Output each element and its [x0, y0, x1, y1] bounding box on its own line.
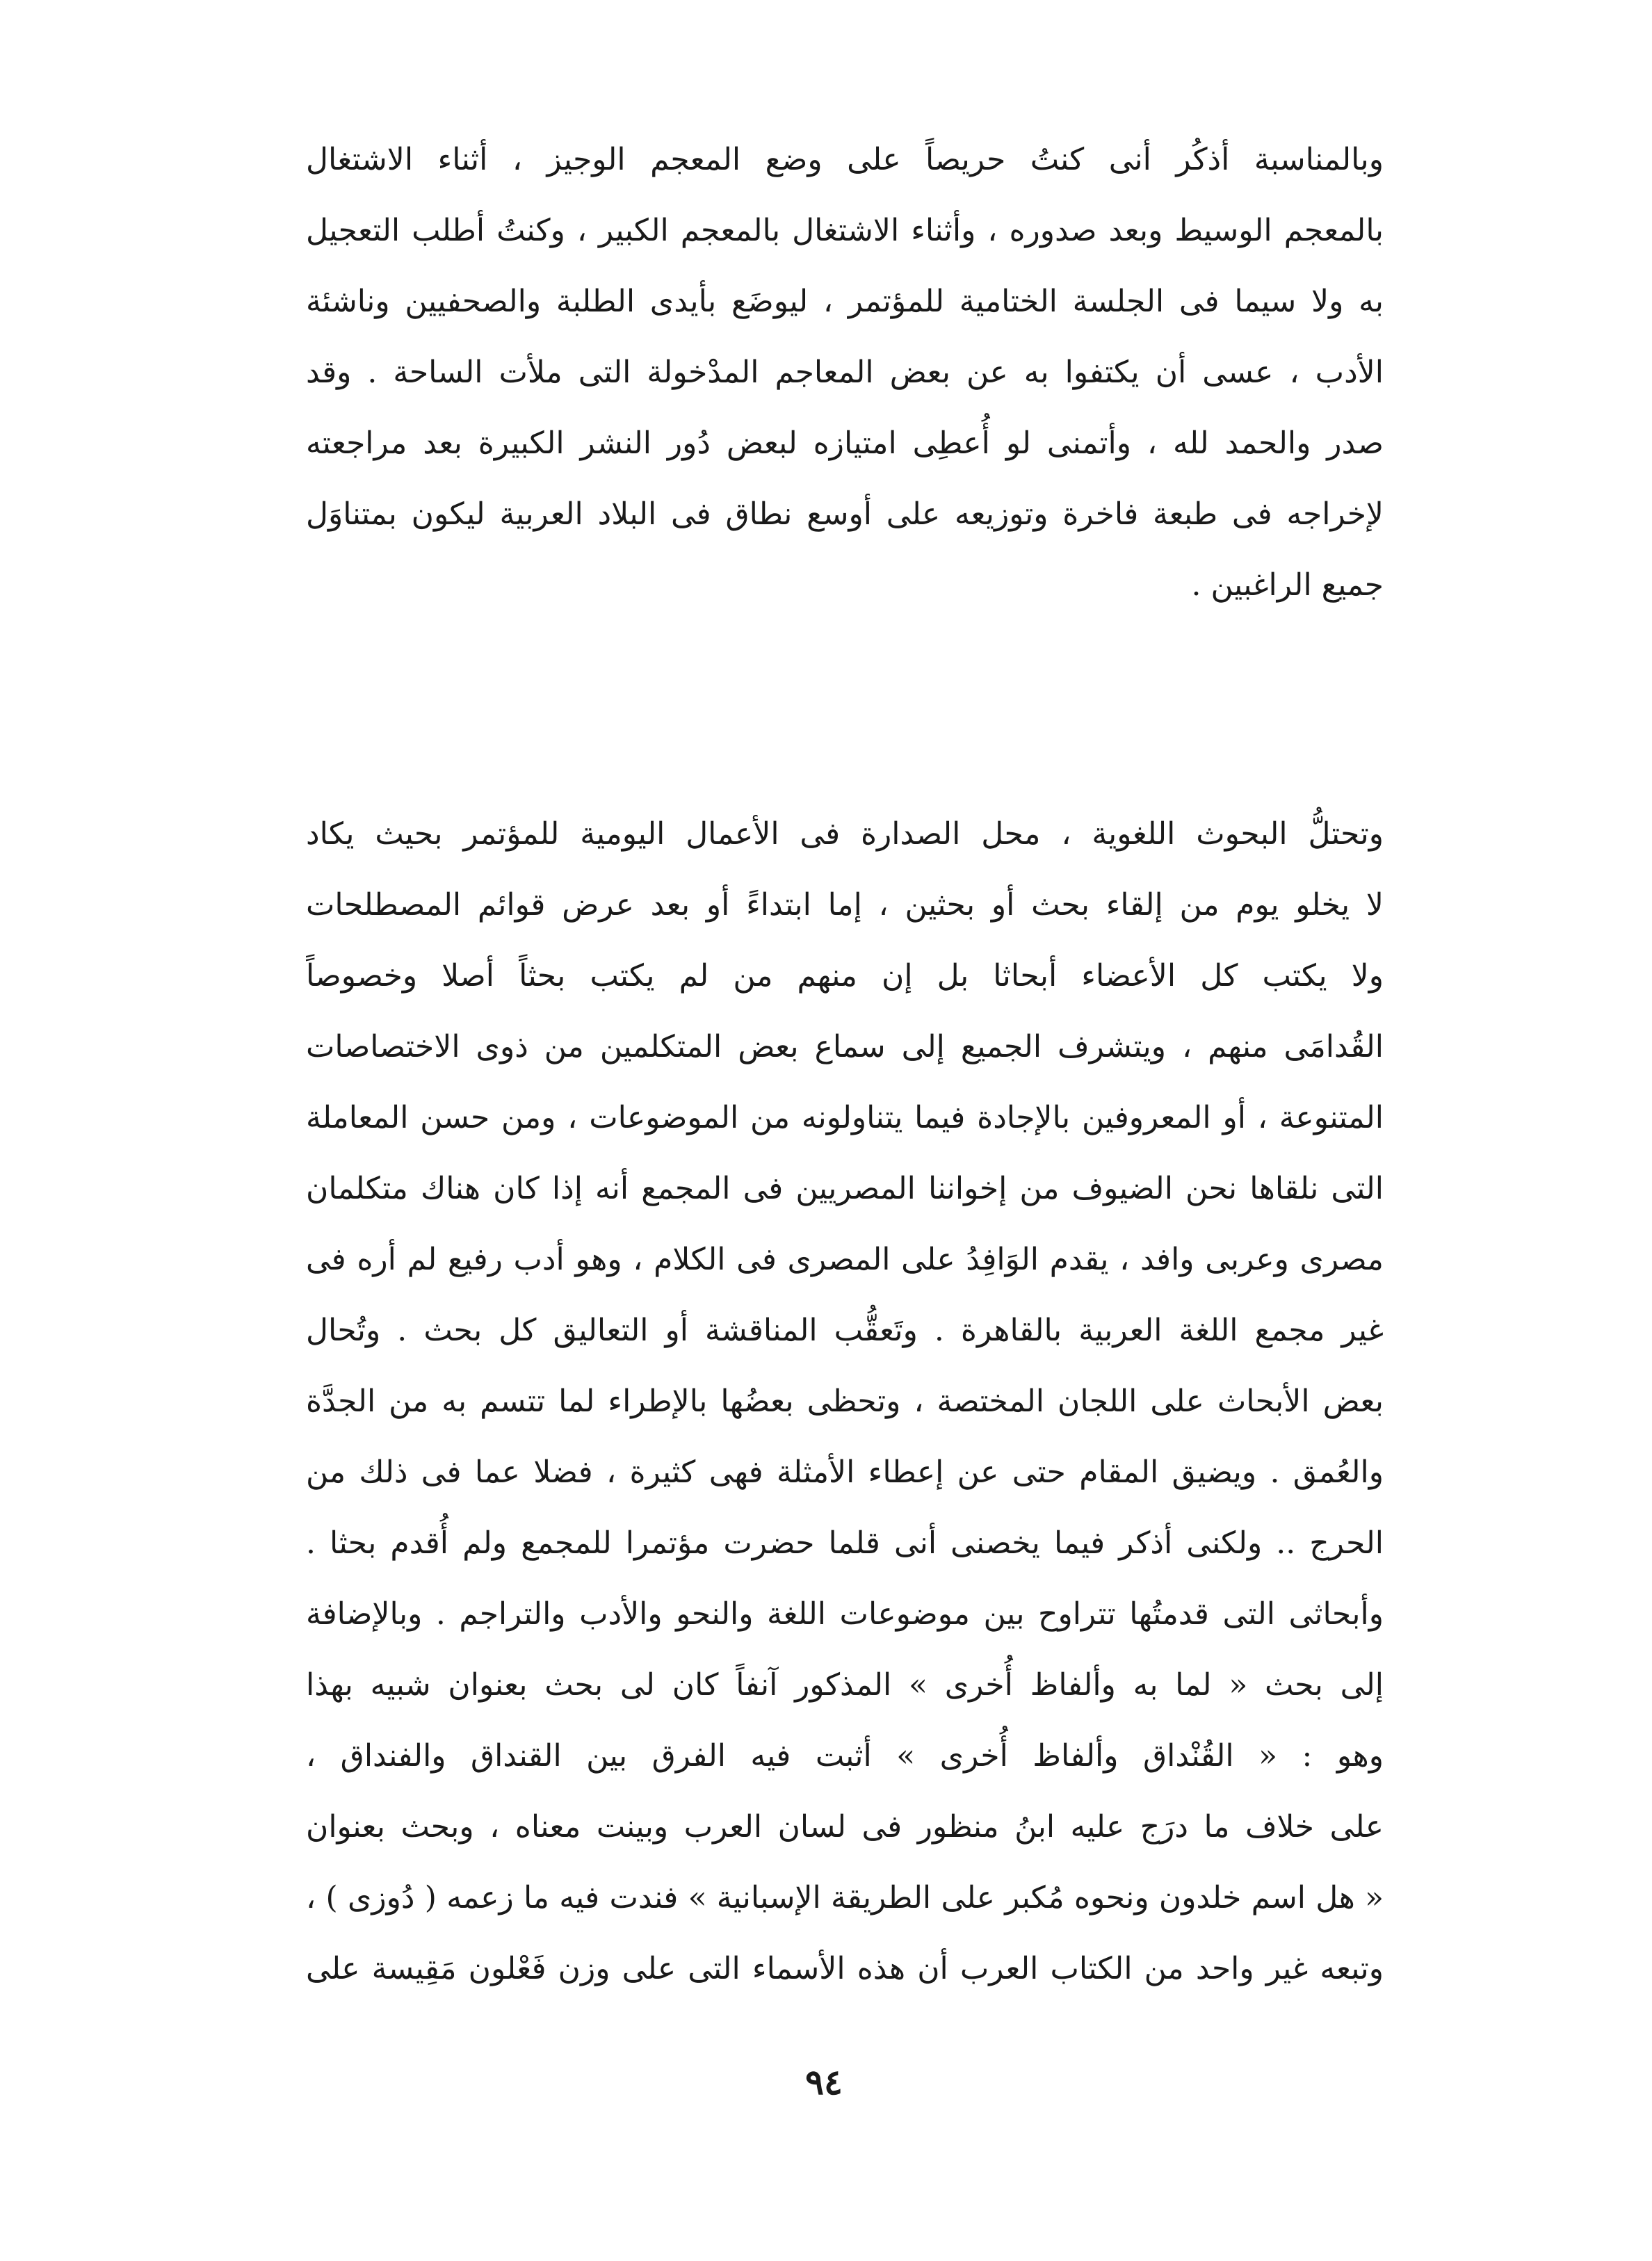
text-line: الحرج .. ولكنى أذكر فيما يخصنى أنى قلما حضرت مؤتمرا للمجمع ولم أُقدم بحثا .	[306, 1525, 1384, 1561]
text-line: بالمعجم الوسيط وبعد صدوره ، وأثناء الاشتغال بالمعجم الكبير ، وكنتُ أطلب التعجيل	[306, 213, 1384, 248]
text-line: القُدامَى منهم ، ويتشرف الجميع إلى سماع بعض المتكلمين من ذوى الاختصاصات	[306, 1029, 1384, 1064]
text-line: غير مجمع اللغة العربية بالقاهرة . وتَعقُّب المناقشة أو التعاليق كل بحث . وتُحال	[306, 1313, 1384, 1348]
text-line: به ولا سيما فى الجلسة الختامية للمؤتمر ، ليوضَع بأيدى الطلبة والصحفيين وناشئة	[306, 284, 1384, 319]
text-line: ولا يكتب كل الأعضاء أبحاثا بل إن منهم من لم يكتب بحثاً أصلا وخصوصاً	[306, 958, 1384, 994]
text-line: مصرى وعربى وافد ، يقدم الوَافِدُ على المصرى فى الكلام ، وهو أدب رفيع لم أره فى	[306, 1242, 1384, 1277]
text-line: وتحتلُّ البحوث اللغوية ، محل الصدارة فى الأعمال اليومية للمؤتمر بحيث يكاد	[306, 816, 1384, 852]
text-line: بعض الأبحاث على اللجان المختصة ، وتحظى بعضُها بالإطراء لما تتسم به من الجدَّة	[306, 1384, 1384, 1419]
page-number: ٩٤	[805, 2061, 843, 2102]
text-line: لا يخلو يوم من إلقاء بحث أو بحثين ، إما ابتداءً أو بعد عرض قوائم المصطلحات	[306, 887, 1384, 923]
text-line: وأبحاثى التى قدمتُها تتراوح بين موضوعات اللغة والنحو والأدب والتراجم . وبالإضافة	[306, 1596, 1384, 1632]
text-line: وبالمناسبة أذكُر أنى كنتُ حريصاً على وضع المعجم الوجيز ، أثناء الاشتغال	[306, 142, 1384, 177]
text-line: جميع الراغبين .	[1191, 567, 1384, 603]
text-line: على خلاف ما درَج عليه ابنُ منظور فى لسان العرب وبينت معناه ، وبحث بعنوان	[306, 1809, 1384, 1845]
text-line: « هل اسم خلدون ونحوه مُكبر على الطريقة الإسبانية » فندت فيه ما زعمه ( دُوزى ) ،	[306, 1880, 1384, 1915]
text-line: المتنوعة ، أو المعروفين بالإجادة فيما يتناولونه من الموضوعات ، ومن حسن المعاملة	[306, 1100, 1384, 1135]
text-line: صدر والحمد لله ، وأتمنى لو أُعطِى امتيازه لبعض دُور النشر الكبيرة بعد مراجعته	[306, 426, 1384, 461]
text-line: والعُمق . ويضيق المقام حتى عن إعطاء الأمثلة فهى كثيرة ، فضلا عما فى ذلك من	[306, 1454, 1384, 1490]
text-line: وهو : « القُنْداق وألفاظ أُخرى » أثبت فيه الفرق بين القنداق والفنداق ،	[306, 1738, 1384, 1774]
text-line: لإخراجه فى طبعة فاخرة وتوزيعه على أوسع نطاق فى البلاد العربية ليكون بمتناوَل	[306, 496, 1384, 532]
text-line: وتبعه غير واحد من الكتاب العرب أن هذه الأسماء التى على وزن فَعْلون مَقِيسة على	[306, 1951, 1384, 1986]
text-line: التى نلقاها نحن الضيوف من إخواننا المصريين فى المجمع أنه إذا كان هناك متكلمان	[306, 1171, 1384, 1206]
text-line: إلى بحث « لما به وألفاظ أُخرى » المذكور آنفاً كان لى بحث بعنوان شبيه بهذا	[306, 1667, 1384, 1703]
text-line: الأدب ، عسى أن يكتفوا به عن بعض المعاجم المدْخولة التى ملأت الساحة . وقد	[306, 355, 1384, 390]
